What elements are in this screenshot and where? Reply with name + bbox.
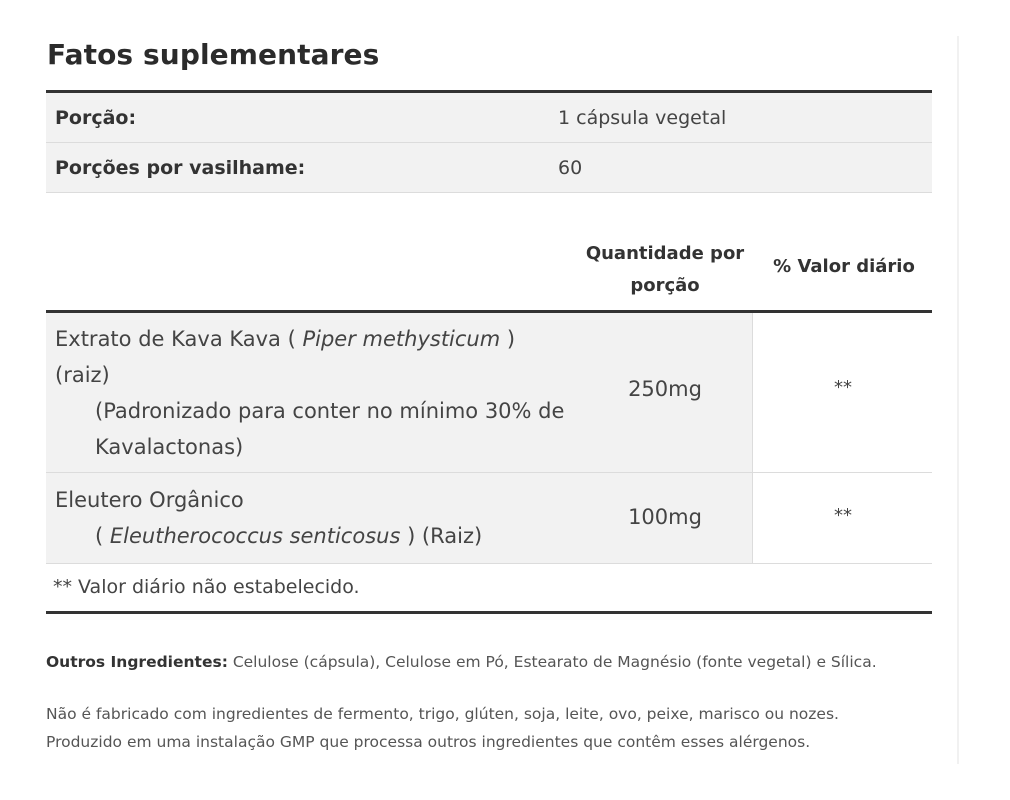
other-ingredients-text: Celulose (cápsula), Celulose em Pó, Estearato de Magnésio (fonte vegetal) e Sílica.: [227, 653, 877, 671]
ingredient-latin-name: Piper methysticum: [302, 327, 501, 351]
servings-per-container-row: [46, 143, 932, 193]
ingredient-detail: [55, 518, 575, 554]
daily-value-header: % Valor diário: [773, 256, 915, 277]
right-divider: [957, 36, 959, 764]
ingredient-name: [55, 482, 575, 554]
amount-per-serving-header: [583, 238, 747, 302]
ingredient-row: [46, 473, 932, 564]
daily-value-footnote: ** Valor diário não estabelecido.: [53, 576, 360, 598]
ingredient-detail-prefix: (: [95, 524, 110, 548]
servings-per-container-label: Porções por vasilhame:: [55, 157, 306, 179]
ingredient-daily-value-cell: [752, 313, 933, 472]
ingredient-name-suffix: ) (raiz): [55, 327, 516, 387]
allergen-line-2: Produzido em uma instalação GMP que processa outros ingredientes que contêm esses alérgenos.: [46, 733, 811, 751]
allergen-statement: [46, 700, 932, 756]
page-title: Fatos suplementares: [47, 38, 380, 71]
allergen-line-1: Não é fabricado com ingredientes de fermento, trigo, glúten, soja, leite, ovo, peixe, marisco ou nozes.: [46, 705, 839, 723]
ingredient-name-prefix: Extrato de Kava Kava (: [55, 327, 303, 351]
amount-header-line2: porção: [630, 275, 700, 296]
ingredient-row: [46, 313, 932, 473]
ingredient-daily-value-cell: [752, 473, 933, 563]
serving-size-row: [46, 93, 932, 143]
ingredient-latin-name: Eleutherococcus senticosus: [109, 524, 401, 548]
other-ingredients-label: Outros Ingredientes:: [46, 653, 228, 671]
daily-value-footnote-row: [46, 564, 932, 614]
nutrient-table-header: [46, 236, 932, 313]
serving-info-table: [46, 90, 932, 193]
ingredient-daily-value: **: [834, 377, 852, 398]
ingredient-amount: 100mg: [628, 505, 702, 529]
servings-per-container-value: 60: [558, 157, 583, 179]
ingredient-detail: (Padronizado para conter no mínimo 30% de Kavalactonas): [95, 399, 565, 459]
ingredient-name-prefix: Eleutero Orgânico: [55, 488, 244, 512]
serving-size-label: Porção:: [55, 107, 137, 129]
serving-size-value: 1 cápsula vegetal: [558, 107, 727, 129]
amount-header-line1: Quantidade por: [585, 243, 745, 264]
other-ingredients: [46, 651, 932, 673]
ingredient-name: [55, 321, 575, 465]
ingredient-daily-value: **: [834, 505, 852, 526]
ingredient-amount: 250mg: [628, 377, 702, 401]
ingredient-detail-suffix: ) (Raiz): [400, 524, 483, 548]
